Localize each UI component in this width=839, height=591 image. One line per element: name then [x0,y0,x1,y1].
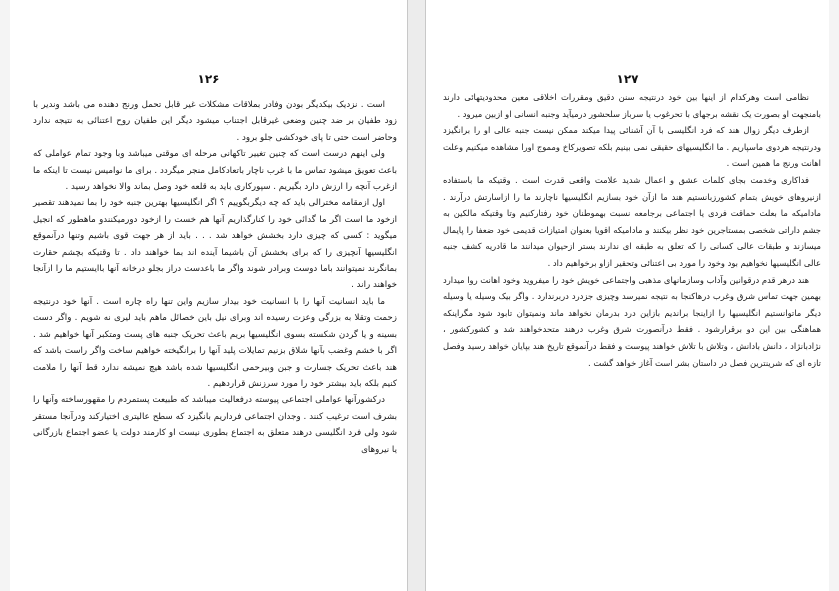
page-body [443,89,821,371]
paragraph: ازطرف دیگر زوال هند که فرد انگلیسی با آن آشنائی پیدا میکند ممکن نیست جنبه عالی او را برانگیزد ودرنتیجه هردوی ماسپاریم . ما انگلیسیهای حقیقی نمی بینیم بلکه تصویرکاخ ومموج اورا مشاهده میکنیم وعلت اهانت ورنج ما همین است . [443,125,821,169]
paragraph: اول ازمقامه مخترالی باید که چه دیگربگوییم ؟ اگر انگلیسیها بهترین جنبه خود را بما نمیدهند تقصیر ازخود ما است اگر ما گدائی خود را کنارگذاریم آنها هم خست را ازخود دورمیکنندو ماهطور که انجیل میگوید : کسی که چیزی دارد بخشش خواهد شد . . . باید از هر جهت قوی باشیم وتنها درآنموقع انگلیسیها آنچیزی را که برای بخشش آن باشیما آینده اند بما خواهند داد . تا وقتیکه بچشم حقارت بمانگرند نمیتوانند باما دوست وبرادر شوند واگر ما باعدست دراز بجلو درخانه آنها باایستیم ما را ازآنجا خواهند راند . [33,198,397,291]
paragraph: ولی اینهم درست است که چنین تغییر تاکهانی مرحله ای موقتی میباشد وبا وجود تمام عواملی که باعث تعویق میشود تماس ما با غرب ناچار باتعادکامل منجر میگردد . برای ما نوامیس نیست تا اینکه ما ازغرب آنچه را ارزش دارد بگیریم . سپورکاری باید به قلعه خود وصل بماند والا نخواهد رسید . [33,149,397,193]
page-body [33,97,397,458]
paragraph: هند درهر قدم درقوانین وآداب وسازمانهای مذهبی واجتماعی خویش خود را میفروید وخود اهانت روا میدارد بهمین جهت تماس شرق وغرب درهاکنجا به نتیجه نمیرسد وچیزی جزدرد دربرندارد . واگر بیک وسیله یا وسیله دیگر ماتوانستیم انگلیسیها را ازاینجا براندیم بازاین درد بدرمان نخواهد ماند ونمیتوان تابود شود مگراینکه هماهنگی بین این دو برقرارشود . فقط درآنصورت شرق وغرب درهند متحدخواهند شد و کشورکشور ، نژادبانژاد ، دانش بادانش ، وتلاش با تلاش خواهند پیوست و فقط درآنموقع تاریخ هند بپایان خواهد رسید وفصل تازه ای که شرینترین فصل در داستان بشر است آغاز خواهد گشت . [443,274,821,368]
page-number: ۱۲۷ [616,72,639,86]
page-number: ۱۲۶ [197,72,220,86]
book-gutter [408,0,425,591]
paragraph: است . نزدیک بیکدیگر بودن وفادر بملاقات مشکلات غیر قابل تحمل ورنج دهنده می باشد وندیر با زود طفیان بر ضد چنین وضعی غیرقابل اجتناب میشود دیگر این طفیان روح اعتنائی به نتیجه ندارد وحاضر است حتی تا پای خودکشی جلو برود . [33,100,397,143]
paragraph: نظامی است وهرکدام از اینها بین خود درنتیجه سنن دقیق ومقررات اخلاقی معین محدودیتهائی دارند بامنجهت او بصورت یک نقشه برجهای با تحرغوب یا سرباز سلحشور درمیآید وجنبه انسانی او ازبین میرود . [443,92,821,119]
paragraph: فداکاری وخدمت بجای کلمات عشق و اعمال شدید علامت واقعی قدرت است . وقتیکه ما باستفاده ازنیروهای خویش بتمام کشورزبانستیم هند ما ازآن خود بسازیم انگلیسیها ناچارند ما را ازاسارتش درآرند . مادامیکه ما بعلت حماقت فردی یا اجتماعی برجامعه نسبت بهموطنان خود رفتارکنیم وتا وقتیکه مالکین به جشم داراتی شخصی بمستاجرین خود نظر بیکنند و مادامیکه اقویا بعنوان امتیازات قدیمی خود ضعفا را پایمال میسازند و طبقات عالی کسانی را که تعلق به طبقه ای ندارند بستر ازحیوان میدانند ما قادریه کشف جنبه عالی انگلیسیها نخواهیم بود وخود را مورد بی اعتنائی وتحقیر ازاو برخواهیم داد . [443,174,821,268]
paragraph: ما باید انسانیت آنها را با انسانیت خود بیدار سازیم واین تنها راه چاره است . آنها خود درنتیجه زحمت وتقلا به بزرگی وعزت رسیده اند وبرای نیل باین خصائل ماهم باید لیری نه شویم . واگر دست بسینه و یا گردن شکسته بسوی انگلیسیها بریم باعث تحریک جنبه های پست ومتکبر آنها خواهیم شد . اگر با خشم وغضب بآنها شلاق بزنیم تمایلات پلید آنها را برانگیخته خواهیم ساخت واگر راست باشد که هند باعث تحریک جسارت و جبن وبیرحمی انگلیسیها شده باشد هیچ نمیشه ندارد قط آنها را ملامت کنیم بلکه باید بیشتر خود را مورد سرزنش قراردهیم . [33,296,397,389]
right-page [425,0,829,591]
paragraph: درکشورآنها عواملی اجتماعی پیوسته درفعالیت میباشد که طبیعت پستمردم را مقهورساخته وآنها را بشرف است ترغیب کنند . وجدان اجتماعی فرداریم بانگیزد که سطح عالیتری اختیارکند ودرآنجا مستقر شود ولی فرد انگلیسی درهند متعلق به اجتماع بطوری نیست او کارمند دولت یا عضو اجتماع بازرگانی یا نیروهای [33,395,397,455]
left-page [10,0,408,591]
